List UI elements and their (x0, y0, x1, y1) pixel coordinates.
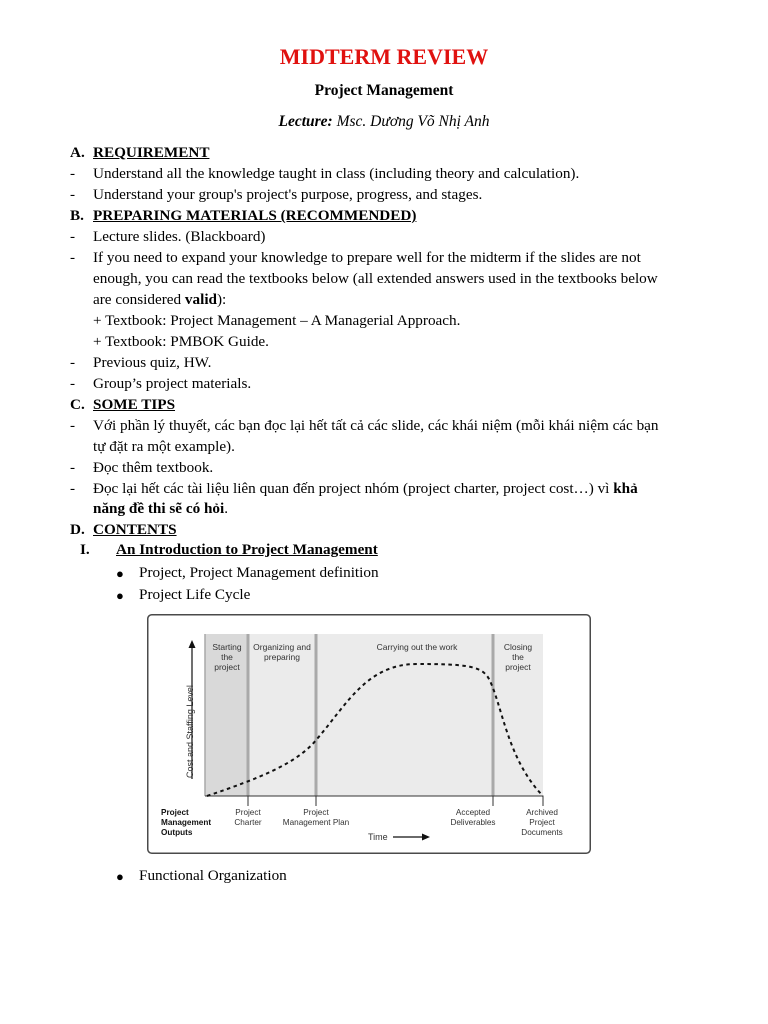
outputs-label: Project (161, 808, 189, 817)
section-c-letter: C. (70, 396, 85, 413)
dash-marker: - (70, 165, 76, 182)
textbook-2: + Textbook: PMBOK Guide. (93, 333, 269, 350)
materials-item-1: Lecture slides. (Blackboard) (93, 228, 266, 245)
dash-marker: - (70, 354, 76, 371)
tip-3-emphasis-cont: năng đề thi sẽ có hỏi (93, 500, 225, 517)
textbook-1: + Textbook: Project Management – A Managerial Approach. (93, 312, 461, 329)
section-a-title: REQUIREMENT (93, 144, 210, 161)
lecturer-name: Msc. Dương Võ Nhị Anh (336, 113, 490, 130)
output-label: Deliverables (450, 818, 496, 827)
phase-label: Starting (212, 642, 242, 652)
document-title: MIDTERM REVIEW (279, 44, 489, 69)
dash-marker: - (70, 480, 76, 497)
content-bullet-3: Functional Organization (139, 867, 287, 884)
requirement-item-1: Understand all the knowledge taught in class (including theory and calculation). (93, 165, 580, 182)
valid-emphasis: valid (184, 291, 217, 308)
subsection-title: An Introduction to Project Management (116, 541, 378, 558)
section-b-letter: B. (70, 207, 84, 224)
content-bullet-1: Project, Project Management definition (139, 564, 379, 581)
dash-marker: - (70, 375, 76, 392)
section-c-title: SOME TIPS (93, 396, 176, 413)
tip-3-line-1: Đọc lại hết các tài liệu liên quan đến project nhóm (project charter, project cost…) vì khả (93, 480, 638, 497)
phase-label: the (221, 652, 233, 662)
lecture-label: Lecture: (278, 113, 333, 130)
section-a-letter: A. (70, 144, 85, 161)
tip-3-line-2: năng đề thi sẽ có hỏi. (93, 500, 229, 517)
phase-label: Organizing and (253, 642, 311, 652)
tip-2: Đọc thêm textbook. (93, 459, 214, 476)
section-d-letter: D. (70, 521, 85, 538)
output-label: Documents (521, 828, 563, 837)
output-label: Project (235, 808, 261, 817)
tip-1-line-1: Với phần lý thuyết, các bạn đọc lại hết tất cả các slide, các khái niệm (mỗi khái niệm các bạn (93, 417, 659, 434)
phase-band-carrying-out (316, 634, 493, 796)
phase-label: Carrying out the work (376, 642, 458, 652)
materials-item-2-line-3: are considered valid): (93, 291, 227, 308)
output-label: Archived (526, 808, 558, 817)
materials-item-2-line-2: enough, you can read the textbooks below (all extended answers used in the textbooks below (93, 270, 658, 287)
output-label: Management Plan (282, 818, 350, 827)
content-bullet-2: Project Life Cycle (139, 586, 251, 603)
dash-marker: - (70, 186, 76, 203)
phase-label: the (512, 652, 524, 662)
bullet-dot: ● (116, 566, 124, 581)
dash-marker: - (70, 249, 76, 266)
section-d-title: CONTENTS (93, 521, 177, 538)
subsection-numeral: I. (80, 541, 90, 558)
dash-marker: - (70, 417, 76, 434)
course-name: Project Management (314, 82, 454, 99)
dash-marker: - (70, 228, 76, 245)
tip-1-line-2: tự đặt ra một example). (93, 438, 235, 455)
phase-label: project (214, 662, 240, 672)
requirement-item-2: Understand your group's project's purpose, progress, and stages. (93, 186, 483, 203)
materials-item-2-line-1: If you need to expand your knowledge to prepare well for the midterm if the slides are not (93, 249, 641, 266)
phase-label: Closing (503, 642, 533, 652)
materials-item-4: Group’s project materials. (93, 375, 252, 392)
lecturer-line (0, 113, 768, 131)
bullet-dot: ● (116, 869, 124, 884)
x-axis-label: Time (368, 832, 388, 842)
project-life-cycle-figure (147, 614, 591, 854)
phase-label: preparing (264, 652, 300, 662)
outputs-label: Outputs (161, 828, 193, 837)
tip-3-emphasis: khả (613, 480, 638, 497)
bullet-dot: ● (116, 588, 124, 603)
dash-marker: - (70, 459, 76, 476)
outputs-label: Management (161, 818, 212, 827)
materials-item-3: Previous quiz, HW. (93, 354, 212, 371)
y-axis-label: Cost and Staffing Level (185, 685, 195, 778)
output-label: Project (529, 818, 555, 827)
phase-label: project (505, 662, 531, 672)
section-b-title: PREPARING MATERIALS (RECOMMENDED) (93, 207, 417, 224)
output-label: Charter (234, 818, 262, 827)
output-label: Accepted (455, 808, 491, 817)
output-label: Project (303, 808, 329, 817)
